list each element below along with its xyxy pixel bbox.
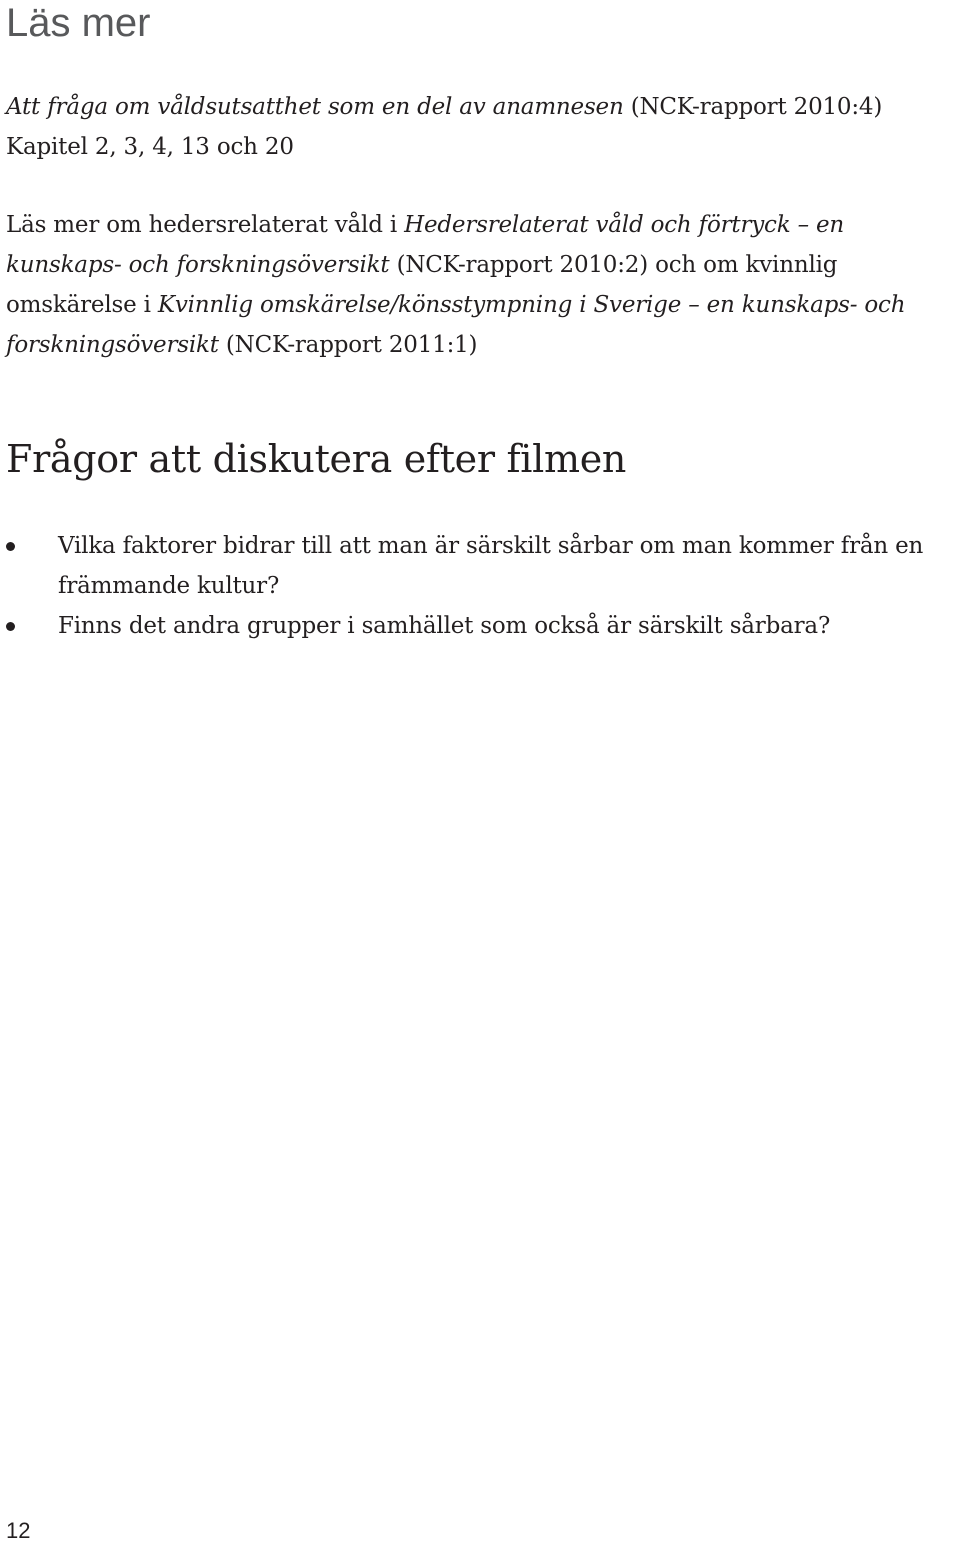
list-item (0, 526, 958, 606)
further-reading-title-2: Kvinnlig omskärelse/könsstympning i Sverige – en kunskaps- och forskningsöversikt (6, 292, 906, 358)
reference-report-number: (NCK-rapport 2010:4) (623, 94, 883, 120)
further-reading-title-1: Hedersrelaterat våld och förtryck – en kunskaps- och forskningsöversikt (6, 212, 844, 278)
question-text: Finns det andra grupper i samhället som också är särskilt sårbara? (58, 613, 831, 639)
reference-title-italic: Att fråga om våldsutsatthet som en del av anamnesen (6, 94, 624, 120)
list-item (0, 606, 958, 646)
further-reading-text-2: (NCK-rapport 2010:2) och om kvinnlig omskärelse i (6, 252, 838, 318)
further-reading-text-1: Läs mer om hedersrelaterat våld i (6, 212, 405, 238)
bullet-icon (6, 622, 15, 631)
section-heading-las-mer: Läs mer (6, 1, 151, 45)
page-number: 12 (6, 1518, 31, 1543)
discussion-heading: Frågor att diskutera efter filmen (6, 437, 627, 481)
question-text: Vilka faktorer bidrar till att man är särskilt sårbar om man kommer från en främmande kultur? (58, 533, 924, 599)
bullet-icon (6, 542, 15, 551)
discussion-question-list (0, 526, 960, 646)
further-reading-text-3: (NCK-rapport 2011:1) (218, 332, 478, 358)
reference-chapters: Kapitel 2, 3, 4, 13 och 20 (6, 134, 294, 160)
reference-paragraph-further-reading (6, 205, 956, 365)
reference-paragraph-anamnesen (6, 87, 956, 167)
